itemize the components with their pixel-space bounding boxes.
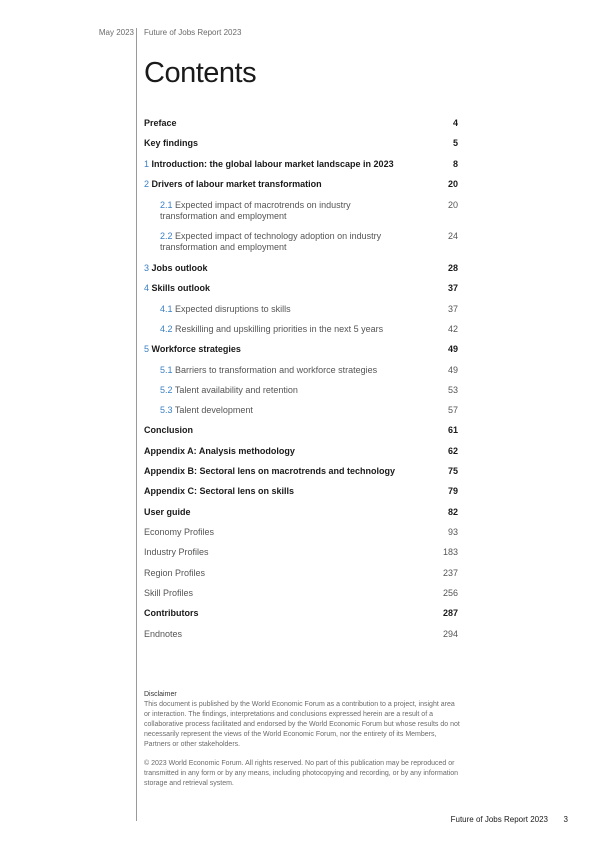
toc-label: Endnotes [144, 629, 183, 639]
toc-page: 37 [447, 304, 458, 314]
toc-label: Talent availability and retention [174, 385, 298, 395]
toc-number: 2 [144, 179, 150, 189]
toc-label: Expected impact of technology adoption on industry transformation and employment [160, 231, 382, 252]
toc-page: 20 [447, 179, 458, 189]
toc-page: 62 [447, 446, 458, 456]
toc-page: 79 [447, 486, 458, 496]
toc-page: 49 [447, 344, 458, 354]
toc-label: Talent development [174, 405, 253, 415]
toc-page: 183 [442, 547, 458, 557]
toc-label: Barriers to transformation and workforce strategies [175, 365, 378, 375]
toc-label: Reskilling and upskilling priorities in the next 5 years [175, 324, 384, 334]
toc-label: Introduction: the global labour market landscape in 2023 [151, 159, 394, 169]
toc-label: User guide [144, 507, 191, 517]
toc-number: 4.2 [160, 324, 173, 334]
toc-number: 3 [144, 263, 150, 273]
toc-label: Workforce strategies [151, 344, 241, 354]
copyright-notice: © 2023 World Economic Forum. All rights reserved. No part of this publication may be reproduced or transmitted in any form or by any means, including photocopying and recording, or by any information storage and retrieval system. [144, 760, 459, 787]
toc-number: 2.2 [160, 231, 173, 241]
toc-label: Skills outlook [151, 283, 211, 293]
disclaimer-body: This document is published by the World Economic Forum as a contribution to a project, insight area or interaction. The findings, interpretations and conclusions expressed herein are a result of a collaborative process facilitated and endorsed by the World Economic Forum but whose results do not necessarily represent the views of the World Economic Forum, nor the entirety of its Members, Partners or other stakeholders. [144, 701, 460, 748]
toc-number: 5.2 [160, 385, 173, 395]
toc-label: Appendix C: Sectoral lens on skills [144, 486, 295, 496]
toc-page: 20 [447, 200, 458, 210]
page-footer [0, 815, 600, 827]
toc-number: 1 [144, 159, 150, 169]
toc-number: 5.1 [160, 365, 173, 375]
toc-label: Preface [144, 118, 177, 128]
footer-title: Future of Jobs Report 2023 [450, 815, 548, 824]
toc-number: 5.3 [160, 405, 173, 415]
toc-number: 4.1 [160, 304, 173, 314]
toc-label: Contributors [144, 608, 199, 618]
disclaimer-title: Disclaimer [144, 691, 177, 698]
page-number: 3 [563, 815, 568, 824]
toc-page: 53 [447, 385, 458, 395]
toc-label: Drivers of labour market transformation [151, 179, 322, 189]
toc-page: 237 [442, 568, 458, 578]
toc-label: Conclusion [144, 425, 193, 435]
toc-number: 4 [144, 283, 150, 293]
toc-page: 4 [452, 118, 458, 128]
header-date: May 2023 [98, 28, 134, 37]
toc-page: 28 [447, 263, 458, 273]
toc-label: Region Profiles [144, 568, 206, 578]
toc-label: Skill Profiles [144, 588, 194, 598]
toc-number: 2.1 [160, 200, 173, 210]
toc-page: 256 [442, 588, 458, 598]
toc-page: 5 [452, 138, 458, 148]
toc-label: Appendix A: Analysis methodology [144, 446, 295, 456]
page-title: Contents [144, 57, 257, 89]
toc-label: Economy Profiles [144, 527, 215, 537]
toc-page: 61 [447, 425, 458, 435]
toc-page: 24 [447, 231, 458, 241]
vertical-divider [136, 28, 137, 821]
toc-label: Appendix B: Sectoral lens on macrotrends and technology [144, 466, 396, 476]
toc-page: 8 [452, 159, 458, 169]
toc-page: 82 [447, 507, 458, 517]
toc-number: 5 [144, 344, 150, 354]
toc-label: Industry Profiles [144, 547, 209, 557]
disclaimer [144, 690, 460, 789]
toc-page: 37 [447, 283, 458, 293]
toc-label: Key findings [144, 138, 199, 148]
toc-page: 294 [442, 629, 458, 639]
toc-label: Expected disruptions to skills [175, 304, 291, 314]
toc-page: 287 [442, 608, 458, 618]
toc-page: 75 [447, 466, 458, 476]
toc-page: 93 [447, 527, 458, 537]
toc-page: 42 [447, 324, 458, 334]
toc-label: Jobs outlook [151, 263, 208, 273]
toc-page: 49 [447, 365, 458, 375]
toc-label: Expected impact of macrotrends on industry transformation and employment [160, 200, 351, 221]
toc-page: 57 [447, 405, 458, 415]
header-title: Future of Jobs Report 2023 [144, 28, 242, 37]
page-header [0, 28, 600, 40]
